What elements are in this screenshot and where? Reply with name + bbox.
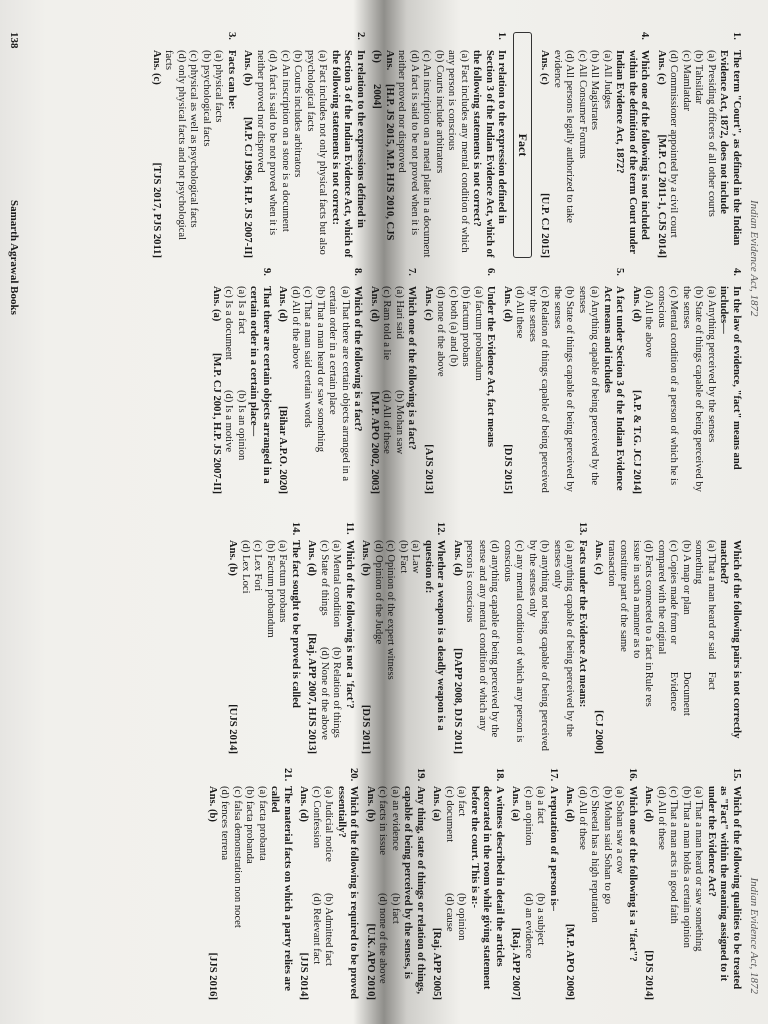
answer-line (368, 268, 381, 494)
question (430, 768, 505, 1000)
question (206, 768, 294, 1000)
question-header (335, 768, 360, 1000)
option: (c) Confession (311, 786, 322, 849)
question (150, 32, 238, 258)
question-header (268, 768, 293, 1000)
option: (c) an opinion (523, 786, 534, 846)
right-page (0, 512, 768, 1024)
source: [UJS 2014] (227, 704, 239, 754)
answer: Ans. (d) (306, 540, 318, 576)
question-number: 19. (415, 768, 426, 782)
option-row (455, 768, 468, 1000)
match-cell: Document (681, 671, 692, 716)
answer: Ans. (d) (643, 786, 655, 822)
source: [Raj. APP 2007, HJS 2013] (306, 633, 318, 754)
question-text: Which of the following is required to be proved essentially? (336, 786, 360, 1000)
option: (c) document (444, 786, 455, 843)
question-number: 13. (577, 522, 588, 536)
option: (a) Mental condition (331, 540, 343, 628)
answer: Ans. (d) (452, 540, 463, 576)
option-row (235, 268, 248, 494)
question-text: Which of the following is not a 'fact'? (344, 540, 355, 709)
running-head: Indian Evidence Act, 1872 (748, 200, 760, 317)
option-row (522, 768, 535, 1000)
left-column-2 (206, 268, 743, 494)
source: [DAPP 2008, DJS 2011] (452, 648, 463, 754)
option: (c) falsa demonstration non nocet (232, 786, 243, 928)
publisher: Samarth Agrawal Books (8, 200, 20, 315)
option: (b) State of things capable of being perceived by the senses (681, 286, 705, 492)
option: (a) All Judges (602, 50, 613, 109)
option: (a) That a man heard or saw something (693, 786, 705, 952)
source: [M.P. CJ 1996, H.P. JS 2007-II] (242, 116, 254, 258)
right-column-1 (222, 522, 742, 754)
source: [U.K. APO 2010] (365, 923, 376, 1000)
option: (b) That a man holds a certain opinion (681, 786, 692, 948)
option: (a) Law (410, 540, 422, 574)
option: (d) Is a motive (223, 390, 235, 453)
question-number: 21. (282, 768, 293, 782)
question-number: 18. (494, 768, 505, 782)
question (422, 268, 497, 494)
match-pair (680, 540, 693, 754)
option: (d) cause (444, 893, 455, 932)
question-text: Which of the following qualities to be treated as "Fact" within the meaning assigned to it under the Evidence Act? (706, 786, 742, 990)
source: [JJS 2014] (298, 952, 310, 1000)
option: (a) fact (456, 786, 468, 817)
option: (c) Sheetal has a high reputation (589, 786, 601, 923)
option: (b) Relation of things (331, 647, 343, 738)
option-row (376, 768, 389, 1000)
option: (b) psychological facts (201, 50, 212, 147)
option: (c) Relation of things capable of being perceived by the senses (527, 286, 551, 493)
question-number (717, 522, 742, 540)
question-number: 20. (348, 768, 360, 782)
question (359, 522, 447, 754)
question-number: 11. (344, 522, 355, 535)
option-row (393, 268, 406, 494)
question (241, 32, 366, 258)
match-pairs (605, 522, 718, 754)
question-header (401, 768, 426, 1000)
option-row (534, 768, 547, 1000)
left-column-1 (146, 32, 743, 258)
option: (b) Is an opinion (236, 390, 247, 461)
question-text: Whether a weapon is a deadly weapon is a question of: (423, 540, 447, 731)
option: (c) both (a) and (b) (448, 286, 459, 367)
question-text: Which one of the following is a "fact"? (627, 786, 638, 962)
answer: Ans. (a) (510, 786, 522, 822)
question (592, 522, 742, 754)
source: [U.P. CJ 2015] (539, 193, 551, 258)
answer-line (422, 268, 435, 494)
answer-line (297, 768, 310, 1000)
match-pair (655, 540, 680, 754)
answer-line (370, 32, 395, 258)
option: (a) Factum probans (277, 540, 289, 623)
option: (b) Mohan said Sohan to go (602, 786, 613, 904)
question-header (405, 268, 418, 494)
option: (b) Tahsildar (693, 50, 705, 105)
question-text: Under the Evidence Act, fact means (485, 286, 497, 448)
question-header (705, 768, 743, 1000)
option: (b) Courts include arbitrators (434, 50, 445, 174)
option: (b) fact (390, 893, 401, 924)
question-text: A reputation of a person is– (548, 786, 559, 911)
answer-line (655, 32, 668, 258)
option: (c) An inscription on a stone is a document (280, 50, 291, 232)
answer: Ans. (c) (593, 540, 605, 575)
option: (a) Fact includes not only physical facts but also psychological facts (305, 50, 329, 255)
option: (a) facta probanta (257, 786, 268, 861)
option-row (389, 768, 402, 1000)
question (370, 32, 508, 258)
source: [M.P. CJ 2001, H.P. JS 2007-II] (211, 352, 222, 494)
question-header (468, 768, 506, 1000)
match-cell: (b) A map or plan (681, 540, 692, 615)
answer-line (592, 522, 605, 754)
source: [CJ 2000] (593, 710, 605, 754)
answer: Ans. (b) (371, 50, 395, 71)
answer: Ans. (b) (365, 786, 376, 822)
answer: Ans. (c) (656, 50, 667, 85)
option: (d) All of these (656, 786, 667, 850)
question-header (717, 522, 742, 754)
option: (c) physical as well as psychological facts (188, 50, 200, 228)
question-text: Which of the following pairs is not correctly matched? (718, 540, 742, 739)
source: [AJS 2013] (423, 444, 434, 494)
option: (d) All of the above (290, 286, 301, 369)
option: (b) Admitted fact (323, 893, 335, 966)
answer: Ans. (b) (242, 50, 254, 86)
question-number: 3. (226, 32, 237, 40)
option: (a) anything capable of being perceived by the senses only (552, 540, 576, 737)
question-number: 5. (614, 268, 626, 276)
option: (c) facts in issue (377, 786, 389, 856)
option: (a) Judicial notice (323, 786, 335, 862)
question (501, 268, 626, 494)
option: (b) opinion (456, 893, 468, 941)
source: [Raj. APP 2005] (431, 927, 443, 1000)
match-pair (692, 540, 717, 754)
question-header (576, 522, 589, 754)
option-row (318, 522, 331, 754)
option: (b) That a man heard or saw something (315, 286, 326, 453)
option: (a) an evidence (390, 786, 401, 851)
answer-line (150, 32, 163, 258)
option: (d) Commissioner appointed by a civil court (668, 50, 680, 238)
section-title: Fact (514, 32, 533, 258)
question-number: 15. (731, 768, 742, 782)
question-text: In the law of evidence, "fact" means and includes— (718, 286, 742, 470)
option: (d) none of the above (377, 893, 389, 984)
option: (c) any mental condition of which any person is conscious (502, 540, 526, 743)
question-number: 16. (627, 768, 638, 782)
match-cell: Evidence (668, 671, 680, 712)
question (226, 522, 301, 754)
question-header (626, 768, 639, 1000)
question (630, 268, 743, 494)
question-number: 12. (435, 522, 447, 536)
question-header (343, 522, 356, 754)
option: (d) None of the above (319, 647, 330, 740)
answer-line (642, 768, 655, 1000)
answer-line (276, 268, 289, 494)
option: (d) A fact is said to be not proved when it is neither proved nor disproved (396, 50, 420, 236)
answer-line (630, 268, 643, 494)
option: (b) anything not being capable of being perceived by the senses only (527, 540, 551, 751)
answer: Ans. (a) (431, 786, 443, 822)
source: [JJS 2016] (207, 952, 218, 1000)
option: (d) none of the above (435, 286, 447, 377)
match-cell: (a) That a man heard or said something (693, 540, 717, 660)
source: [H.P. JS 2015, M.P. HJS 2010, CJS 2004] (371, 84, 395, 241)
answer: Ans. (d) (564, 786, 576, 822)
page-number: 138 (8, 32, 20, 49)
question-text: The fact sought to be proved is called (290, 540, 301, 708)
question-header (717, 268, 742, 494)
question-text: Which of the following is a fact? (352, 286, 364, 432)
question-number: 1. (496, 32, 508, 40)
option: (a) factum probandum (473, 286, 484, 381)
option-row (380, 268, 393, 494)
question-header (547, 768, 560, 1000)
question-number: 8. (352, 268, 364, 276)
source: [DJS 2015] (502, 444, 513, 494)
option: (d) All of these (381, 390, 393, 454)
question-header (422, 522, 447, 754)
question-number: 17. (548, 768, 559, 782)
question-text: In relation to the expressions defined in Section 3 of the Indian Evidence Act, which of the following statements is not correct: (330, 50, 366, 258)
question-header (601, 268, 626, 494)
option: (c) State of things (319, 540, 330, 616)
answer-line (430, 768, 443, 1000)
match-cell: (d) Facts connected to a fact in issue in such a manner as to constitute part of the same transaction (606, 540, 655, 671)
option: (d) Relevant fact (311, 893, 322, 965)
question-header (329, 32, 367, 258)
answer-line (210, 268, 223, 494)
option: (b) factum probans (460, 286, 472, 367)
answer: Ans. (b) (207, 786, 218, 822)
option: (d) All of these (577, 786, 588, 850)
answer-line (509, 768, 522, 1000)
question-text: That there are certain objects arranged in a certain order in a certain place— (248, 286, 272, 484)
option: (c) All Consumer Forums (577, 50, 588, 159)
source: [Raj. APP 2007] (510, 927, 522, 1000)
option: (c) Mental condition of a person of which he is conscious (656, 286, 680, 486)
question-text: Which one of the following is not included within the definition of the term Court under Indian Evidence Act, 1872? (614, 50, 651, 254)
question (276, 268, 364, 494)
question (305, 522, 355, 754)
answer: Ans. (a) (211, 286, 222, 322)
option: (c) Lex Fori (252, 540, 264, 592)
question-number: 9. (261, 268, 272, 276)
question-text: Facts can be: (226, 50, 237, 110)
answer: Ans. (d) (277, 286, 289, 322)
option: (b) Factum probandum (265, 540, 276, 638)
source: [A.P. & T.G. JCJ 2014] (631, 390, 642, 494)
option: (d) anything capable of being perceived by the sense and any mental condition of which any person is conscious (464, 540, 501, 738)
source: [Bihar A.P.O. 2020] (277, 406, 289, 494)
answer: Ans. (d) (631, 286, 642, 322)
answer-line (538, 32, 551, 258)
option: (b) a subject (535, 893, 547, 946)
source: [M.P. APO 2002, 2003] (369, 391, 380, 494)
option: (a) physical facts (213, 50, 225, 123)
question-header (247, 268, 272, 494)
option: (c) That a man said certain words (302, 286, 314, 428)
answer-line (241, 32, 254, 258)
question-text: The material facts on which a party relies are called (269, 786, 293, 991)
answer-line (226, 522, 239, 754)
option: (b) Mohan saw (394, 390, 405, 455)
option: (a) Hari said (394, 286, 405, 339)
option: (b) Fact (398, 540, 409, 574)
right-column-2 (202, 768, 743, 1000)
source: [M.P. APO 2009] (564, 923, 576, 1000)
question-header (289, 522, 302, 754)
answer-line (451, 522, 464, 754)
answer-line (563, 768, 576, 1000)
source: [M.P. CJ 2011-1, CJS 2014] (656, 134, 667, 258)
option-row (222, 268, 235, 494)
option: (d) All persons legally authorized to take evidence (552, 50, 576, 223)
answer-line (501, 268, 514, 494)
running-head: Indian Evidence Act, 1872 (748, 877, 760, 994)
option: (b) All Magistrates (589, 50, 601, 131)
option: (b) facta probanda (244, 786, 256, 864)
question-text: In relation to the expression defined in Section 3 of the Indian Evidence Act, which of the following statements is not correct? (471, 50, 508, 258)
question (368, 268, 418, 494)
option-row (310, 768, 323, 1000)
answer-line (359, 522, 372, 754)
option: (a) That there are certain objects arranged in a certain order in a certain place (327, 286, 351, 482)
answer: Ans. (c) (423, 286, 434, 321)
question (451, 522, 589, 754)
source: [DJS 2011] (360, 704, 372, 754)
question-number: 2. (355, 32, 366, 40)
match-cell: (c) Copies made from or compared with the original (656, 540, 680, 655)
question-number: 7. (406, 268, 418, 276)
option: (a) Anything capable of being perceived by the senses (577, 286, 601, 486)
option: (c) Is a document (223, 286, 235, 360)
question (538, 32, 651, 258)
option: (a) a fact (535, 786, 547, 824)
match-pair (605, 540, 655, 754)
answer: Ans. (c) (539, 50, 551, 85)
question (563, 768, 638, 1000)
question-text: A fact under Section 3 of the Indian Evidence Act means and includes (602, 286, 626, 491)
answer: Ans. (d) (369, 286, 380, 322)
question (655, 32, 743, 258)
source: [DJS 2014] (643, 950, 655, 1000)
option: (a) Presiding officers of all other courts (706, 50, 717, 217)
option: (c) An inscription on a metal plate in a document (421, 50, 433, 258)
option: (d) Opinion of the Judge (373, 540, 384, 645)
option: (d) All the above (643, 286, 655, 358)
option: (d) an evidence (523, 893, 534, 959)
source: [TJS 2017, PJS 2011] (151, 162, 162, 258)
option-row (443, 768, 456, 1000)
option-row (322, 768, 335, 1000)
match-cell: Fact (706, 671, 717, 690)
question (297, 768, 360, 1000)
question-header (484, 268, 497, 494)
option: (b) State of things capable of being perceived by the senses (552, 286, 576, 492)
question (509, 768, 559, 1000)
question-header (470, 32, 508, 258)
question-header (351, 268, 364, 494)
question-number: 14. (290, 522, 301, 536)
left-page (0, 0, 768, 500)
option: (c) That a man acts in good faith (668, 786, 680, 924)
option: (a) Anything perceived by the senses (706, 286, 717, 443)
answer: Ans. (b) (227, 540, 239, 576)
option: (a) Is a fact (236, 286, 247, 334)
answer: Ans. (d) (502, 286, 513, 322)
option: (d) Lex Loci (240, 540, 251, 594)
question (210, 268, 273, 494)
question-header (613, 32, 651, 258)
question-text: The term "Court", as defined in the Indian Evidence Act, 1872, does not include (718, 50, 742, 246)
question-header (717, 32, 742, 258)
match-cell: Rule res (643, 671, 655, 707)
question (642, 768, 742, 1000)
option: (c) Opinion of the expert witness (385, 540, 397, 680)
option-row (330, 522, 343, 754)
question-number: 1. (731, 32, 742, 40)
option: (a) Sohan saw a cow (614, 786, 626, 874)
question-text: Facts under the Evidence Act means: (577, 540, 588, 708)
answer: Ans. (c) (151, 50, 162, 85)
answer: Ans. (d) (298, 786, 310, 822)
answer: Ans. (b) (360, 540, 372, 576)
option: (d) only physical facts and not psychological facts (163, 50, 187, 241)
question-number: 4. (639, 32, 651, 40)
option: (b) Courts includes arbitrators (292, 50, 304, 178)
option: (c) Ram told a lie (381, 286, 393, 361)
question-text: A witness described in detail the articles decorated in the room while giving statement before the court. This is a:- (469, 786, 505, 990)
answer-line (364, 768, 377, 1000)
option: (d) A fact is said to be not proved when it is neither proved nor disproved (255, 50, 279, 236)
option: (a) Fact includes any mental condition of which any person is conscious (446, 50, 470, 253)
question-text: Which one of the following is a fact? (406, 286, 418, 450)
question-number: 4. (731, 268, 742, 276)
question-number: 6. (485, 268, 497, 276)
question-header (225, 32, 238, 258)
option: (d) fences terrena (219, 786, 231, 861)
option: (c) Mamlatdar (681, 50, 692, 111)
question-text: Any thing, state of things or relation of things, capable of being perceived by the senses, is (402, 786, 426, 994)
answer-line (305, 522, 318, 754)
question (364, 768, 427, 1000)
option: (d) All these (514, 286, 526, 339)
answer-line (206, 768, 219, 1000)
